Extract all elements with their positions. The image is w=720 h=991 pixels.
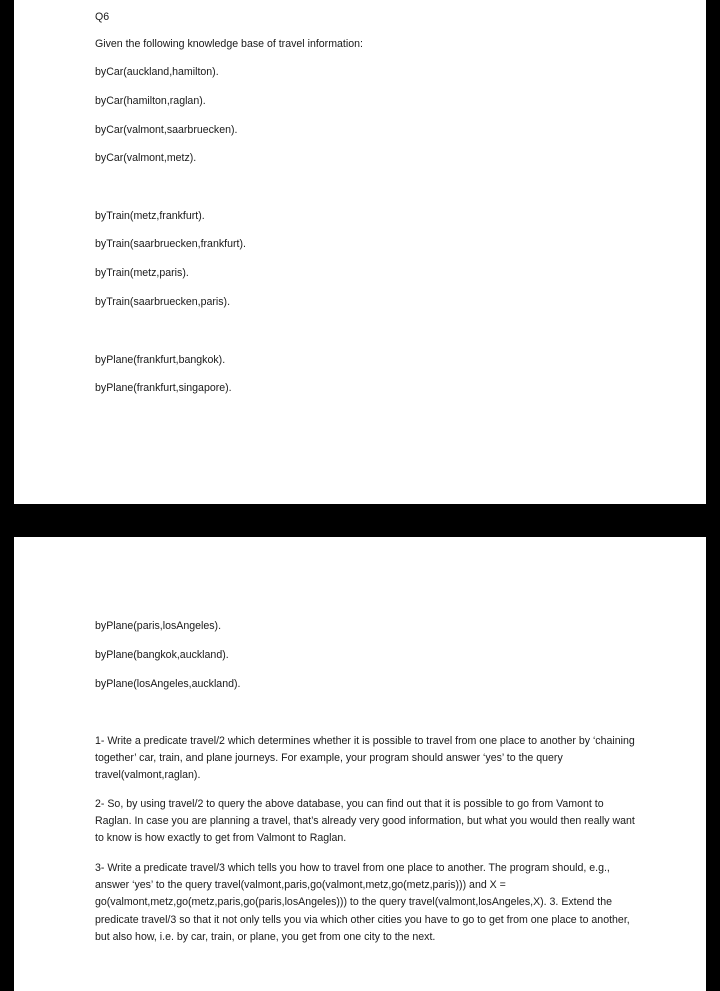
fact-bycar-2: byCar(hamilton,raglan). <box>95 95 206 107</box>
fact-bytrain-2: byTrain(saarbruecken,frankfurt). <box>95 238 246 250</box>
fact-byplane-5: byPlane(losAngeles,auckland). <box>95 678 241 690</box>
document-page-1 <box>14 0 706 504</box>
document-page-2 <box>14 537 706 991</box>
fact-bytrain-1: byTrain(metz,frankfurt). <box>95 210 205 222</box>
fact-bycar-4: byCar(valmont,metz). <box>95 152 197 164</box>
fact-byplane-4: byPlane(bangkok,auckland). <box>95 649 229 661</box>
question-1: 1- Write a predicate travel/2 which determines whether it is possible to travel from one place to another by ‘chaining together’ car, train, and plane journeys. For example, your program should answer ‘yes’ to the query travel(valmont,raglan). <box>95 735 635 782</box>
fact-byplane-3: byPlane(paris,losAngeles). <box>95 620 222 632</box>
question-2: 2- So, by using travel/2 to query the above database, you can find out that it is possible to go from Vamont to Raglan. In case you are planning a travel, that’s already very good information, but what you would then really want to know is how exactly to get from Valmont to Raglan. <box>95 798 635 845</box>
fact-bytrain-4: byTrain(saarbruecken,paris). <box>95 296 231 308</box>
intro-text: Given the following knowledge base of travel information: <box>95 38 363 50</box>
fact-bycar-1: byCar(auckland,hamilton). <box>95 66 219 78</box>
question-heading: Q6 <box>95 11 110 23</box>
fact-byplane-1: byPlane(frankfurt,bangkok). <box>95 354 226 366</box>
fact-bytrain-3: byTrain(metz,paris). <box>95 267 189 279</box>
fact-byplane-2: byPlane(frankfurt,singapore). <box>95 382 232 394</box>
question-3: 3- Write a predicate travel/3 which tells you how to travel from one place to another. The program should, e.g., answer ‘yes’ to the query travel(valmont,paris,go(valmont,metz,go(metz,paris))) and X = go(valmont,metz,go(metz,paris,go(paris,losAngeles))) to the query travel(valmont,losAngeles,X). 3. Extend the predicate travel/3 so that it not only tells you via which other cities you have to go to get from one place to another, but also how, i.e. by car, train, or plane, you get from one city to the next. <box>95 862 630 943</box>
fact-bycar-3: byCar(valmont,saarbruecken). <box>95 124 238 136</box>
